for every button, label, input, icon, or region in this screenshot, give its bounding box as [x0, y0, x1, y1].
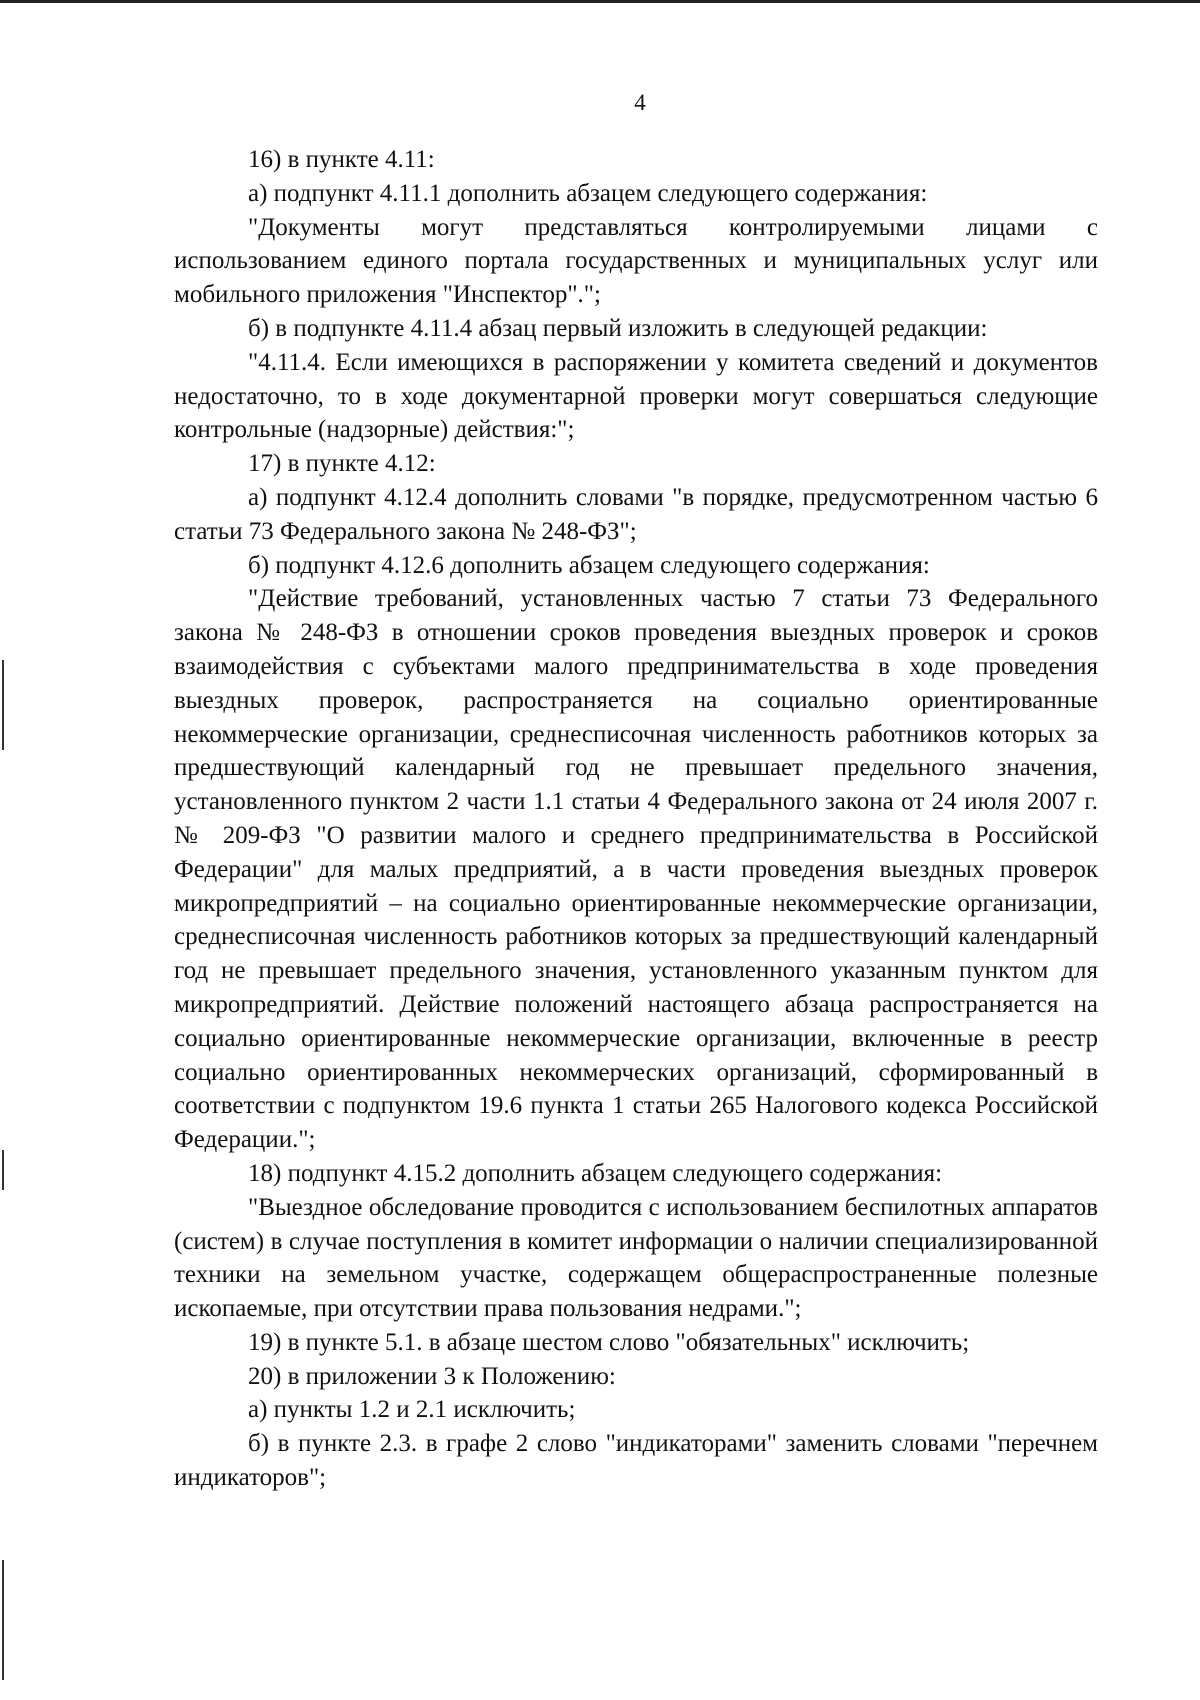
subitem-a-4-12-4: а) подпункт 4.12.4 дополнить словами "в порядке, предусмотренном частью 6 статьи 73 Федерального закона № 248-ФЗ";: [174, 483, 1098, 545]
quoted-text-inspection: "Выездное обследование проводится с использованием беспилотных аппаратов (систем) в случае поступления в комитет информации о наличии специализированной техники на земельном участке, содержащем общераспространенные полезные ископаемые, при отсутствии права пользования недрами.";: [174, 1193, 1098, 1323]
list-item-18: 18) подпункт 4.15.2 дополнить абзацем следующего содержания:: [248, 1159, 943, 1187]
subitem-b-replace: б) в пункте 2.3. в графе 2 слово "индикаторами" заменить словами "перечнем индикаторов";: [174, 1430, 1098, 1492]
subitem-a-4-11-1: а) подпункт 4.11.1 дополнить абзацем следующего содержания:: [248, 179, 928, 207]
list-item-17: 17) в пункте 4.12:: [248, 450, 436, 478]
quoted-text-documents: "Документы могут представляться контролируемыми лицами с использованием единого портала государственных и муниципальных услуг или мобильного приложения "Инспектор".";: [174, 213, 1098, 309]
scan-edge-mark: [2, 1560, 4, 1680]
scan-edge-mark: [2, 660, 4, 750]
quoted-text-4-11-4: "4.11.4. Если имеющихся в распоряжении у комитета сведений и документов недостаточно, то в ходе документарной проверки могут совершаться следующие контрольные (надзорные) действия:";: [174, 348, 1098, 444]
list-item-19: 19) в пункте 5.1. в абзаце шестом слово "обязательных" исключить;: [248, 1328, 970, 1356]
list-item-16: 16) в пункте 4.11:: [248, 146, 435, 173]
list-item-20: 20) в приложении 3 к Положению:: [248, 1362, 616, 1390]
subitem-b-4-11-4: б) в подпункте 4.11.4 абзац первый изложить в следующей редакции:: [248, 314, 988, 342]
page-number: 4: [634, 90, 646, 115]
scan-edge-mark: [2, 1150, 4, 1190]
subitem-b-4-12-6: б) подпункт 4.12.6 дополнить абзацем следующего содержания:: [248, 551, 930, 579]
top-border-line: [0, 0, 1200, 3]
subitem-a-exclude: а) пункты 1.2 и 2.1 исключить;: [248, 1396, 576, 1424]
document-body: [174, 143, 1098, 1495]
quoted-text-requirements: "Действие требований, установленных частью 7 статьи 73 Федерального закона № 248-ФЗ в отношении сроков проведения выездных проверок и сроков взаимодействия с субъектами малого предпринимательства в ходе проведения выездных проверок, распространяется на социально ориентированные некоммерческие организации, среднесписочная численность работников которых за предшествующий календарный год не превышает предельного значения, установленного пунктом 2 части 1.1 статьи 4 Федерального закона от 24 июля 2007 г. № 209-ФЗ "О развитии малого и среднего предпринимательства в Российской Федерации" для малых предприятий, а в части проведения выездных проверок микропредприятий – на социально ориентированные некоммерческие организации, среднесписочная численность работников которых за предшествующий календарный год не превышает предельного значения, установленного указанным пунктом для микропредприятий. Действие положений настоящего абзаца распространяется на социально ориентированные некоммерческие организации, включенные в реестр социально ориентированных некоммерческих организаций, сформированный в соответствии с подпунктом 19.6 пункта 1 статьи 265 Налогового кодекса Российской Федерации.";: [174, 585, 1098, 1154]
